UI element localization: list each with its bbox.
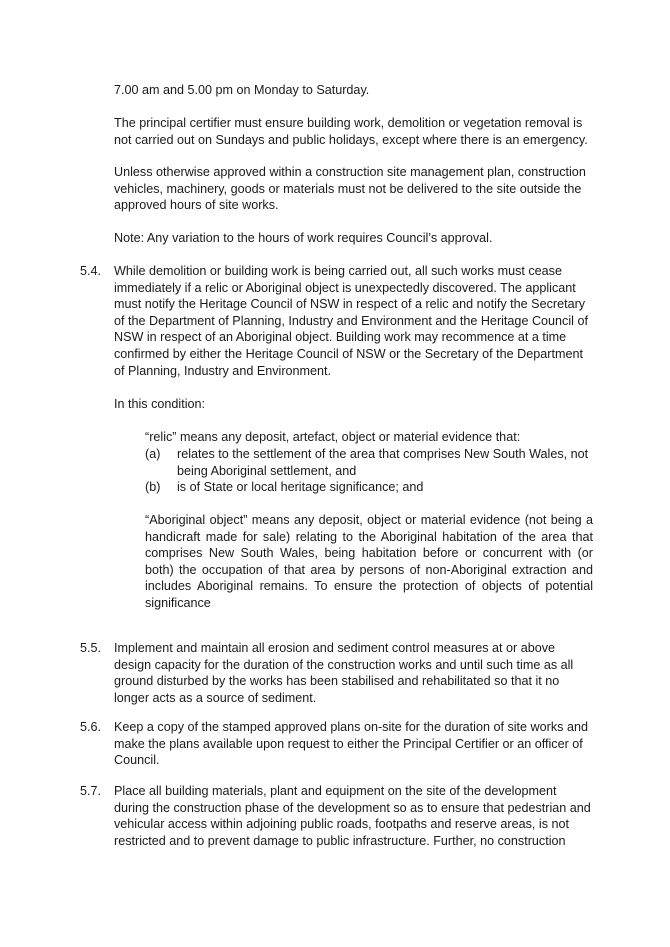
relic-item-text: relates to the settlement of the area that comprises New South Wales, not being Aboriginal settlement, and (177, 447, 589, 478)
hours-line: 7.00 am and 5.00 pm on Monday to Saturday. (114, 83, 370, 97)
condition-text: While demolition or building work is being carried out, all such works must cease immediately if a relic or Aboriginal object is unexpectedly discovered. The applicant must notify the Heritage Council of NSW in respect of a relic and notify the Secretary of the Department of Planning, Industry and Environment and the Heritage Council of NSW in respect of an Aboriginal object. Building work may recommence at a time confirmed by either the Heritage Council of NSW or the Secretary of the Department of Planning, Industry and Environment. (114, 264, 588, 378)
sundays-paragraph: The principal certifier must ensure building work, demolition or vegetation removal is not carried out on Sundays and public holidays, except where there is an emergency. (114, 116, 588, 147)
relic-item-text: is of State or local heritage significance; and (177, 480, 424, 494)
relic-item-label: (b) (145, 480, 161, 494)
condition-number: 5.5. (80, 641, 102, 655)
note-paragraph: Note: Any variation to the hours of work requires Council’s approval. (114, 231, 493, 245)
relic-item-label: (a) (145, 447, 161, 461)
condition-text: Implement and maintain all erosion and sediment control measures at or above design capacity for the duration of the construction works and until such time as all ground disturbed by the works has been stabilised and rehabilitated so that it no longer acts as a source of sediment. (114, 641, 574, 705)
condition-text: Place all building materials, plant and equipment on the site of the development during the construction phase of the development so as to ensure that pedestrian and vehicular access within adjoining public roads, footpaths and reserve areas, is not restricted and to prevent damage to public infrastructure. Further, no construction (114, 784, 591, 848)
relic-definition-intro: “relic” means any deposit, artefact, object or material evidence that: (145, 430, 521, 444)
condition-number: 5.6. (80, 720, 102, 734)
condition-text: Keep a copy of the stamped approved plans on-site for the duration of site works and make the plans available upon request to either the Principal Certifier or an officer of Council. (114, 720, 588, 768)
condition-number: 5.7. (80, 784, 102, 798)
aboriginal-object-definition: “Aboriginal object” means any deposit, object or material evidence (not being a handicraft made for sale) relating to the Aboriginal habitation of the area that comprises New South Wales, being habitation before or concurrent with (or both) the occupation of that area by persons of non-Aboriginal extraction and includes Aboriginal remains. To ensure the protection of objects of potential significance (145, 513, 593, 610)
definitions-intro: In this condition: (114, 397, 206, 411)
condition-number: 5.4. (80, 264, 102, 278)
deliveries-paragraph: Unless otherwise approved within a construction site management plan, construction vehicles, machinery, goods or materials must not be delivered to the site outside the approved hours of site works. (114, 165, 586, 213)
